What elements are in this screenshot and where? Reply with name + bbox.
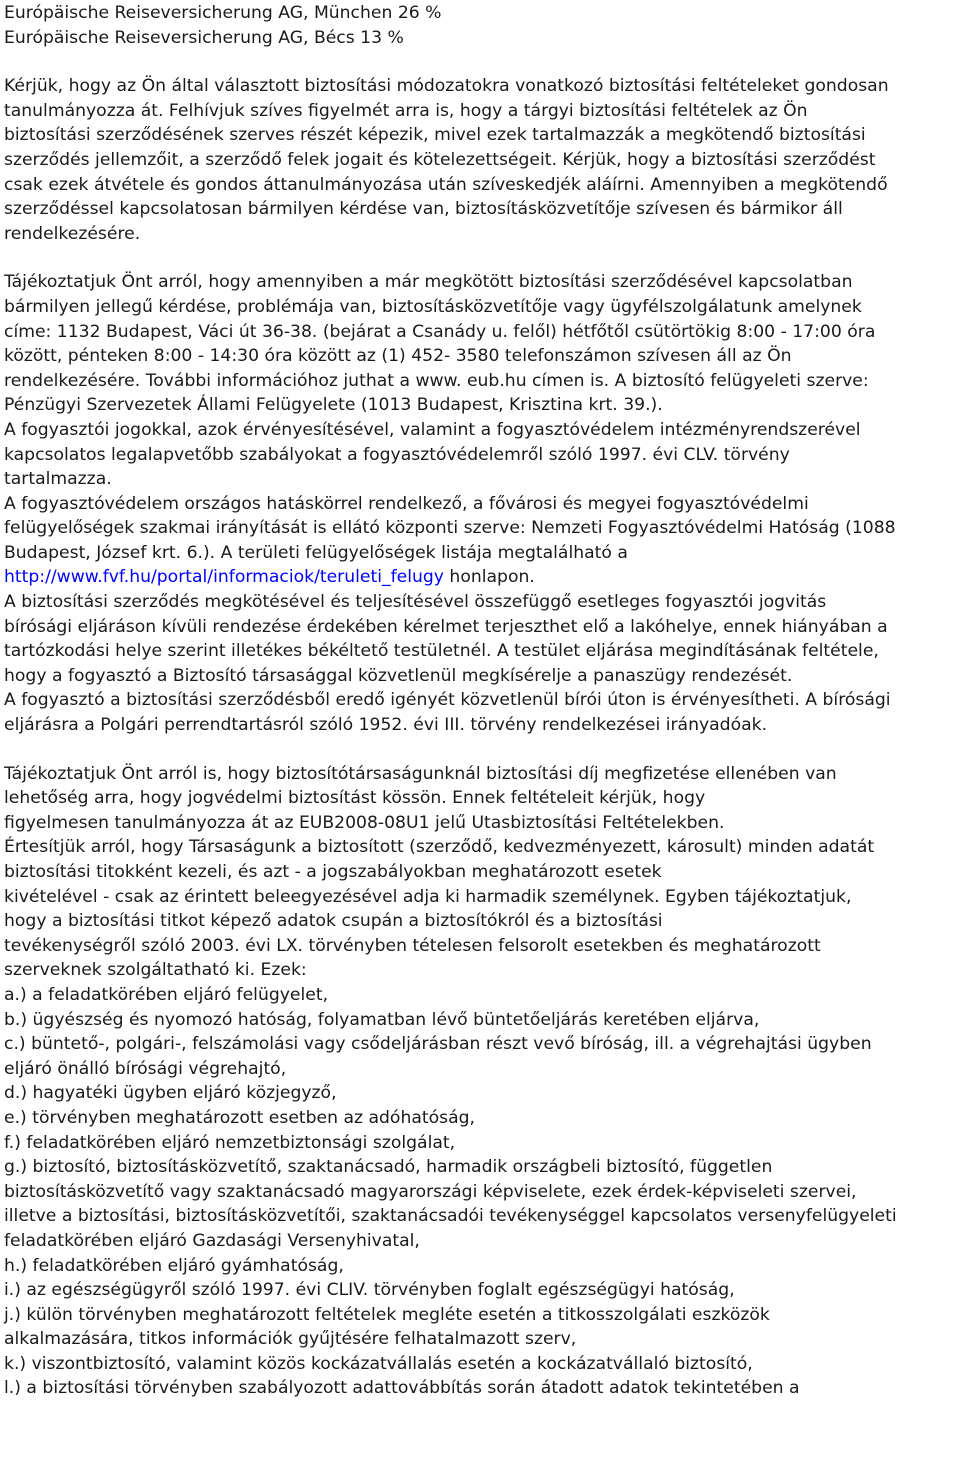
list-item: j.) külön törvényben meghatározott feltételek megléte esetén a titkosszolgálati eszközök [4, 1304, 770, 1325]
text-line: A fogyasztó a biztosítási szerződésből eredő igényét közvetlenül bírói úton is érvényesítheti. A bírósági [4, 690, 891, 711]
text-line: A fogyasztóvédelem országos hatáskörrel rendelkező, a fővárosi és megyei fogyasztóvédelmi [4, 493, 809, 514]
text-line: Budapest, József krt. 6.). A területi felügyelőségek listája megtalálható a [4, 542, 628, 563]
text-line: kapcsolatos legalapvetőbb szabályokat a fogyasztóvédelemről szóló 1997. évi CLV. törvény [4, 444, 790, 465]
list-item: h.) feladatkörében eljáró gyámhatóság, [4, 1255, 344, 1276]
text-line: tartalmazza. [4, 469, 112, 490]
list-item: k.) viszontbiztosító, valamint közös kockázatvállalás esetén a kockázatvállaló biztosító, [4, 1353, 753, 1374]
text-line: címe: 1132 Budapest, Váci út 36-38. (bejárat a Csanády u. felől) hétfőtől csütörtökig 8:00 - 17:00 óra [4, 321, 876, 342]
link-suffix-text: honlapon. [443, 567, 535, 588]
text-line: biztosítási titokként kezeli, és azt - a jogszabályokban meghatározott esetek [4, 862, 662, 882]
text-line: hogy a fogyasztó a Biztosító társasággal közvetlenül megkísérelje a panaszügy rendezését. [4, 665, 793, 686]
list-item: a.) a feladatkörében eljáró felügyelet, [4, 984, 329, 1005]
text-line: rendelkezésére. [4, 223, 141, 244]
text-line: bírósági eljáráson kívüli rendezése érdekében kérelmet terjeszthet elő a lakóhelye, ennek hiányában a [4, 616, 888, 637]
text-line: tartózkodási helye szerint illetékes békéltető testületnél. A testület eljárása megindításának feltétele, [4, 641, 879, 662]
customer-service-paragraph [4, 270, 956, 737]
text-line: bármilyen jellegű kérdése, problémája van, biztosításközvetítője vagy ügyfélszolgálatunk amelynek [4, 296, 862, 317]
text-line: Értesítjük arról, hogy Társaságunk a biztosított (szerződő, kedvezményezett, károsult) minden adatát [4, 837, 875, 858]
list-item: feladatkörében eljáró Gazdasági Versenyhivatal, [4, 1230, 420, 1251]
list-item: alkalmazására, titkos információk gyűjtésére felhatalmazott szerv, [4, 1329, 577, 1350]
paragraph-gap [4, 50, 956, 74]
paragraph-gap [4, 246, 956, 270]
text-line: rendelkezésére. További információhoz juthat a www. eub.hu címen is. A biztosító felügyeleti szerve: [4, 370, 869, 391]
text-line: A biztosítási szerződés megkötésével és teljesítésével összefüggő esetleges fogyasztói jogvitás [4, 592, 827, 613]
list-item: illetve a biztosítási, biztosításközvetítői, szaktanácsadói tevékenységgel kapcsolatos versenyfelügyeleti [4, 1206, 897, 1227]
text-line [4, 565, 956, 590]
insurer-share-list [4, 1, 956, 50]
text-line: csak ezek átvétele és gondos áttanulmányozása után szíveskedjék aláírni. Amennyiben a megkötendő [4, 174, 888, 195]
list-item: g.) biztosító, biztosításközvetítő, szaktanácsadó, harmadik országbeli biztosító, független [4, 1157, 773, 1178]
list-item: biztosításközvetítő vagy szaktanácsadó magyarországi képviselete, ezek érdek-képviseleti szervei, [4, 1181, 857, 1202]
privacy-paragraph [4, 762, 956, 1401]
text-line: Tájékoztatjuk Önt arról is, hogy biztosítótársaságunknál biztosítási díj megfizetése ellenében van [4, 763, 837, 784]
text-line: eljárásra a Polgári perrendtartásról szóló 1952. évi III. törvény rendelkezései irányadóak. [4, 715, 768, 736]
paragraph-gap [4, 738, 956, 762]
list-item: e.) törvényben meghatározott esetben az adóhatóság, [4, 1107, 475, 1128]
text-line: Kérjük, hogy az Ön által választott biztosítási módozatokra vonatkozó biztosítási feltételeket gondosan [4, 76, 889, 97]
text-line: Pénzügyi Szervezetek Állami Felügyelete (1013 Budapest, Krisztina krt. 39.). [4, 395, 663, 416]
text-line: Európäische Reiseversicherung AG, Bécs 13 % [4, 27, 404, 48]
text-line: szerződéssel kapcsolatosan bármilyen kérdése van, biztosításközvetítője szívesen és bármikor áll [4, 199, 843, 220]
list-item: i.) az egészségügyről szóló 1997. évi CLIV. törvényben foglalt egészségügyi hatóság, [4, 1280, 735, 1301]
document-page [0, 1, 960, 1469]
list-item: c.) büntető-, polgári-, felszámolási vagy csődeljárásban részt vevő bíróság, ill. a végrehajtási ügyben [4, 1034, 872, 1055]
text-line: lehetőség arra, hogy jogvédelmi biztosítást kössön. Ennek feltételeit kérjük, hogy [4, 788, 706, 809]
text-line: figyelmesen tanulmányozza át az EUB2008-08U1 jelű Utasbiztosítási Feltételekben. [4, 812, 725, 833]
text-line: tanulmányozza át. Felhívjuk szíves figyelmét arra is, hogy a tárgyi biztosítási feltételek az Ön [4, 100, 808, 121]
list-item: f.) feladatkörében eljáró nemzetbiztonsági szolgálat, [4, 1132, 456, 1153]
text-line: tevékenységről szóló 2003. évi LX. törvényben tételesen felsorolt esetekben és meghatározott [4, 935, 821, 956]
list-item: l.) a biztosítási törvényben szabályozott adattovábbítás során átadott adatok tekintetében a [4, 1378, 800, 1399]
list-item: d.) hagyatéki ügyben eljáró közjegyző, [4, 1083, 337, 1104]
text-line: felügyelőségek szakmai irányítását is ellátó központi szerve: Nemzeti Fogyasztóvédelmi Hatóság (1088 [4, 518, 896, 539]
text-line: A fogyasztói jogokkal, azok érvényesítésével, valamint a fogyasztóvédelem intézményrendszerével [4, 419, 861, 440]
text-line: biztosítási szerződésének szerves részét képezik, mivel ezek tartalmazzák a megkötendő biztosítási [4, 125, 866, 146]
text-line: szerveknek szolgáltatható ki. Ezek: [4, 960, 307, 981]
regional-authority-link[interactable]: http://www.fvf.hu/portal/informaciok/teruleti_felugy [4, 567, 444, 588]
text-line: között, pénteken 8:00 - 14:30 óra között az (1) 452- 3580 telefonszámon szívesen áll az Ön [4, 346, 792, 367]
text-line: Európäische Reiseversicherung AG, München 26 % [4, 3, 442, 23]
conditions-notice-paragraph [4, 74, 956, 246]
text-line: Tájékoztatjuk Önt arról, hogy amennyiben a már megkötött biztosítási szerződésével kapcsolatban [4, 272, 853, 293]
text-line: kivételével - csak az érintett beleegyezésével adja ki harmadik személynek. Egyben tájékoztatjuk, [4, 886, 852, 907]
list-item: b.) ügyészség és nyomozó hatóság, folyamatban lévő büntetőeljárás keretében eljárva, [4, 1009, 760, 1030]
text-line: szerződés jellemzőit, a szerződő felek jogait és kötelezettségeit. Kérjük, hogy a biztosítási szerződést [4, 149, 876, 170]
list-item: eljáró önálló bírósági végrehajtó, [4, 1058, 287, 1079]
text-line: hogy a biztosítási titkot képező adatok csupán a biztosítókról és a biztosítási [4, 911, 663, 932]
